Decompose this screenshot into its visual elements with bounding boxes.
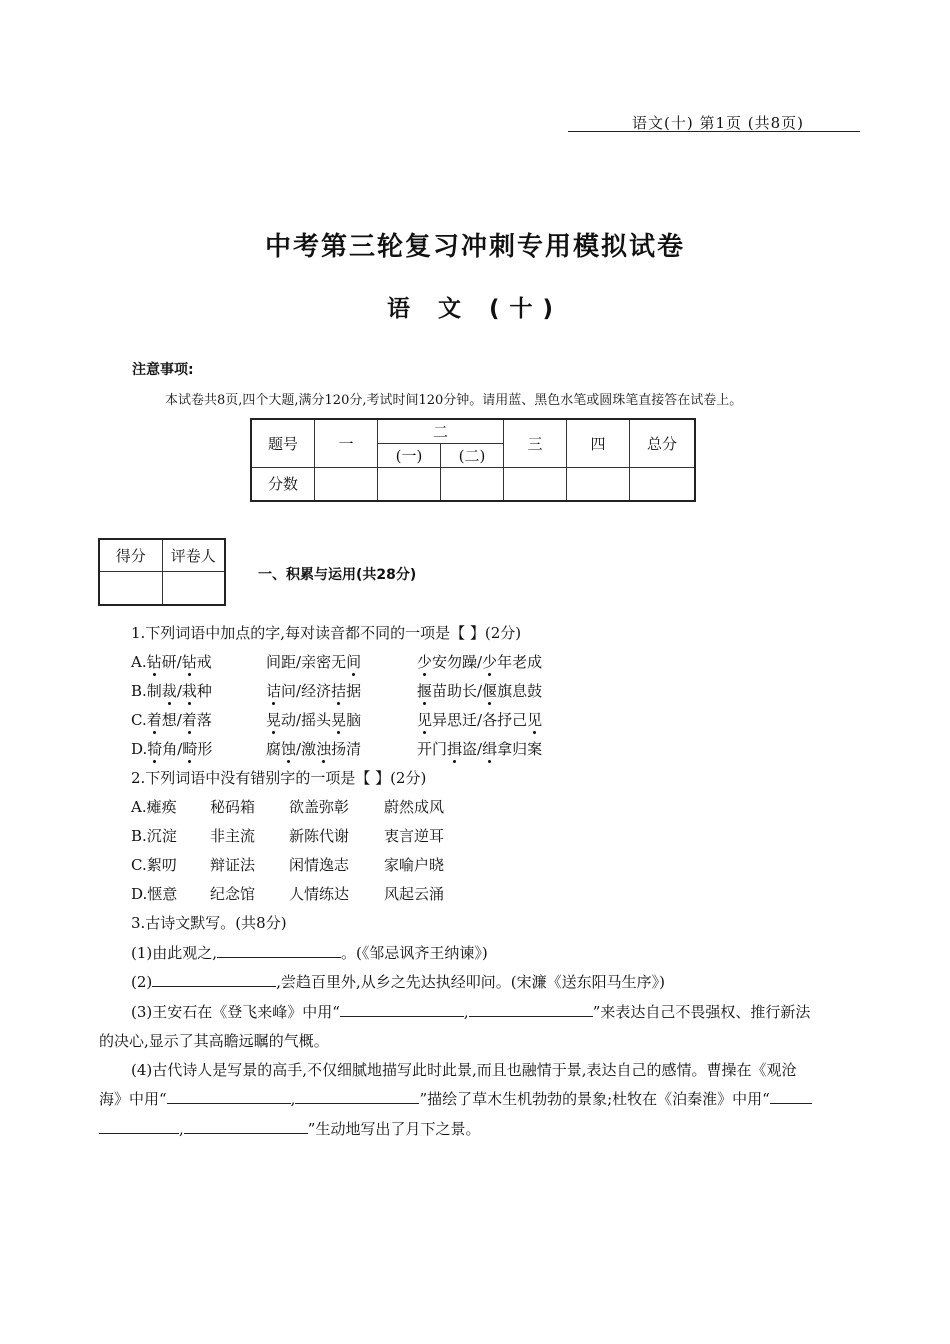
q3-item-3 [131, 1001, 810, 1022]
q2-stem: 2.下列词语中没有错别字的一项是【 】(2分) [131, 769, 427, 787]
q1-option-b-2: 诘问/经济拮据 [266, 682, 362, 700]
header-part-2b: (二) [441, 443, 504, 467]
answer-blank[interactable] [99, 1119, 179, 1134]
header-part-2a: (一) [378, 443, 441, 467]
q2-d-1: D.惬意 [131, 885, 178, 903]
q3-4-sep2: , [179, 1120, 184, 1138]
page-header: 语文(十) 第1页 (共8页) [632, 114, 805, 132]
q2-a-2: 秘码箱 [210, 798, 256, 816]
q1-option-c-2: 晃动/摇头晃脑 [266, 711, 362, 729]
q3-stem: 3.古诗文默写。(共8分) [131, 914, 287, 932]
q3-item-4-line2 [99, 1088, 812, 1109]
grader-name-label: 评卷人 [162, 539, 225, 571]
q3-item-1 [131, 942, 488, 963]
q1-option-a: A.钻研/钻戒 [131, 653, 212, 671]
score-cell[interactable] [630, 467, 696, 501]
answer-blank[interactable] [295, 1089, 419, 1104]
q3-2-suffix: ,尝趋百里外,从乡之先达执经叩问。(宋濂《送东阳马生序》) [276, 973, 665, 991]
q3-3-suffix: ”来表达自己不畏强权、推行新法 [592, 1003, 811, 1021]
notice-text: 本试卷共8页,四个大题,满分120分,考试时间120分钟。请用蓝、黑色水笔或圆珠笔直接答在试卷上。 [165, 393, 743, 408]
q2-b-3: 新陈代谢 [289, 827, 350, 845]
q3-4-sep: , [290, 1090, 296, 1108]
q2-d-3: 人情练达 [289, 885, 350, 903]
score-cell[interactable] [504, 467, 567, 501]
grader-table [98, 538, 226, 606]
q1-option-b: B.制裁/栽种 [131, 682, 212, 700]
q2-c-2: 辩证法 [210, 856, 256, 874]
grader-score-label: 得分 [99, 539, 162, 571]
grader-score-cell[interactable] [99, 571, 162, 605]
answer-blank[interactable] [184, 1119, 308, 1134]
q2-a-3: 欲盖弥彰 [289, 798, 350, 816]
answer-blank[interactable] [770, 1089, 812, 1104]
q3-4-prefix: 海》中用“ [99, 1090, 167, 1108]
score-cell[interactable] [567, 467, 630, 501]
header-total: 总分 [630, 419, 696, 467]
q1-option-a-2: 间距/亲密无间 [266, 653, 362, 671]
notice-heading: 注意事项: [132, 362, 194, 378]
section-1-heading: 一、积累与运用(共28分) [258, 567, 417, 583]
row-score-label: 分数 [251, 467, 315, 501]
header-part-4: 四 [567, 419, 630, 467]
q1-option-d-2: 腐蚀/激浊扬清 [266, 740, 362, 758]
q3-3-prefix: (3)王安石在《登飞来峰》中用“ [131, 1003, 340, 1021]
q2-a-4: 蔚然成风 [384, 798, 445, 816]
q1-option-c-3: 见异思迁/各抒己见 [417, 711, 543, 729]
header-question-number: 题号 [251, 419, 315, 467]
q3-item-4: (4)古代诗人是写景的高手,不仅细腻地描写此时此景,而且也融情于景,表达自己的感情。曹操在《观沧 [131, 1061, 797, 1079]
q1-option-b-3: 揠苗助长/偃旗息鼓 [417, 682, 543, 700]
header-part-2: 二 [378, 419, 504, 443]
score-cell[interactable] [441, 467, 504, 501]
q1-option-d: D.犄角/畸形 [131, 740, 213, 758]
q3-2-prefix: (2) [131, 973, 153, 991]
q1-option-d-3: 开门揖盗/缉拿归案 [417, 740, 543, 758]
q2-d-2: 纪念馆 [210, 885, 256, 903]
q2-b-4: 衷言逆耳 [384, 827, 445, 845]
q3-item-4-line3 [99, 1118, 480, 1139]
q3-4-mid: ”描绘了草木生机勃勃的景象;杜牧在《泊秦淮》中用“ [419, 1090, 770, 1108]
q2-c-3: 闲情逸志 [289, 856, 350, 874]
header-rule [568, 131, 860, 132]
q3-3-sep: , [463, 1003, 469, 1021]
header-part-1: 一 [315, 419, 378, 467]
score-cell[interactable] [378, 467, 441, 501]
q2-b-1: B.沉淀 [131, 827, 177, 845]
q2-a-1: A.瘫痪 [131, 798, 177, 816]
answer-blank[interactable] [340, 1002, 464, 1017]
q3-4-suffix: ”生动地写出了月下之景。 [307, 1120, 481, 1138]
q2-c-1: C.絮叨 [131, 856, 177, 874]
answer-blank[interactable] [152, 972, 276, 987]
exam-subtitle: 语 文 (十) [386, 296, 564, 322]
q3-item-2 [131, 971, 665, 992]
answer-blank[interactable] [217, 943, 341, 958]
q1-option-c: C.着想/着落 [131, 711, 212, 729]
q3-item-3-cont: 的决心,显示了其高瞻远瞩的气概。 [99, 1032, 329, 1050]
exam-title: 中考第三轮复习冲刺专用模拟试卷 [264, 232, 685, 262]
q3-1-prefix: (1)由此观之, [131, 944, 218, 962]
score-table [250, 418, 696, 502]
header-part-3: 三 [504, 419, 567, 467]
q1-option-a-3: 少安勿躁/少年老成 [417, 653, 543, 671]
answer-blank[interactable] [167, 1089, 291, 1104]
grader-name-cell[interactable] [162, 571, 225, 605]
answer-blank[interactable] [469, 1002, 593, 1017]
q2-c-4: 家喻户晓 [384, 856, 445, 874]
q3-1-suffix: 。(《邹忌讽齐王纳谏》) [341, 944, 488, 962]
q1-stem: 1.下列词语中加点的字,每对读音都不同的一项是【 】(2分) [131, 624, 522, 642]
score-cell[interactable] [315, 467, 378, 501]
q2-b-2: 非主流 [210, 827, 256, 845]
q2-d-4: 风起云涌 [384, 885, 445, 903]
